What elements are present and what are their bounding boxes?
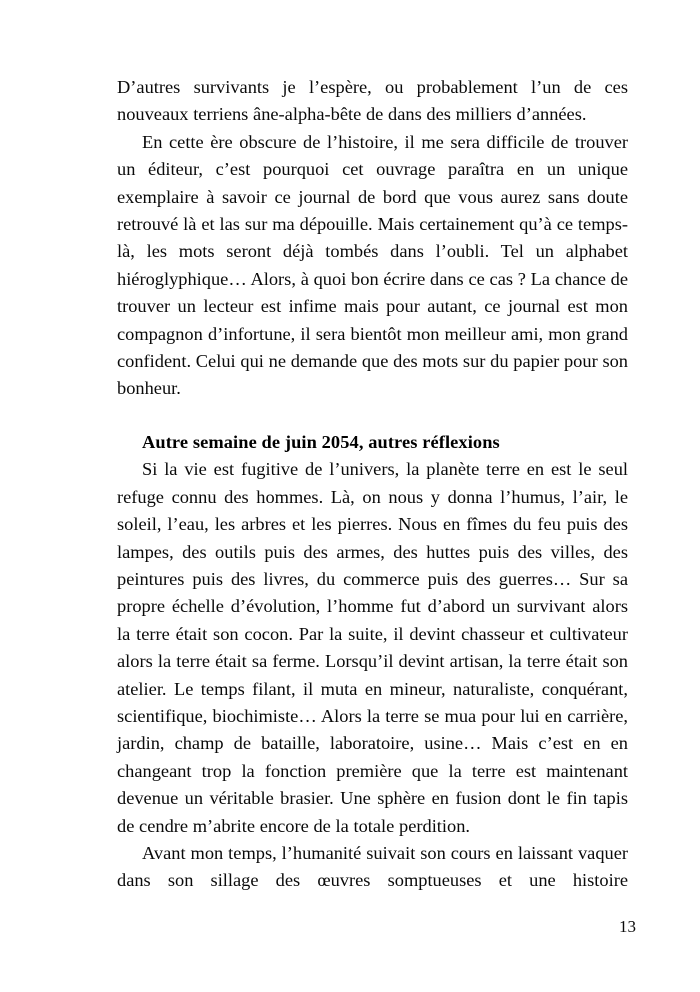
heading-spacer <box>117 403 628 411</box>
paragraph-humanity: Avant mon temps, l’humanité suivait son cours en laissant vaquer dans son sillage des œuvres somptueuses et une histoire <box>117 842 628 891</box>
paragraph-opening: D’autres survivants je l’espère, ou probablement l’un de ces nouveaux terriens âne-alpha-bête de dans des milliers d’années. <box>117 77 628 125</box>
page-text-block <box>117 74 628 922</box>
page-number: 13 <box>619 917 636 936</box>
section-heading: Autre semaine de juin 2054, autres réflexions <box>142 431 500 452</box>
paragraph-dark-era: En cette ère obscure de l’histoire, il me sera difficile de trouver un éditeur, c’est pourquoi cet ouvrage paraîtra en un unique exemplaire à savoir ce journal de bord que vous aurez sans doute retrouvé là et las sur ma dépouille. Mais certainement qu’à ce temps-là, les mots seront déjà tombés dans l’oubli. Tel un alphabet hiéroglyphique… Alors, à quoi bon écrire dans ce cas ? La chance de trouver un lecteur est infime mais pour autant, ce journal est mon compagnon d’infortune, il sera bientôt mon meilleur ami, mon grand confident. Celui qui ne demande que des mots sur du papier pour son bonheur. <box>117 131 628 399</box>
paragraph-planet-earth: Si la vie est fugitive de l’univers, la planète terre en est le seul refuge connu des hommes. Là, on nous y donna l’humus, l’air, le soleil, l’eau, les arbres et les pierres. Nous en fîmes du feu puis des lampes, des outils puis des armes, des huttes puis des villes, des peintures puis des livres, du commerce puis des guerres… Sur sa propre échelle d’évolution, l’homme fut d’abord un survivant alors la terre était son cocon. Par la suite, il devint chasseur et cultivateur alors la terre était sa ferme. Lorsqu’il devint artisan, la terre était son atelier. Le temps filant, il muta en mineur, naturaliste, conquérant, scientifique, biochimiste… Alors la terre se mua pour lui en carrière, jardin, champ de bataille, laboratoire, usine… Mais c’est en en changeant trop la fonction première que la terre est maintenant devenue un véritable brasier. Une sphère en fusion dont le fin tapis de cendre m’abrite encore de la totale perdition. <box>117 459 628 836</box>
